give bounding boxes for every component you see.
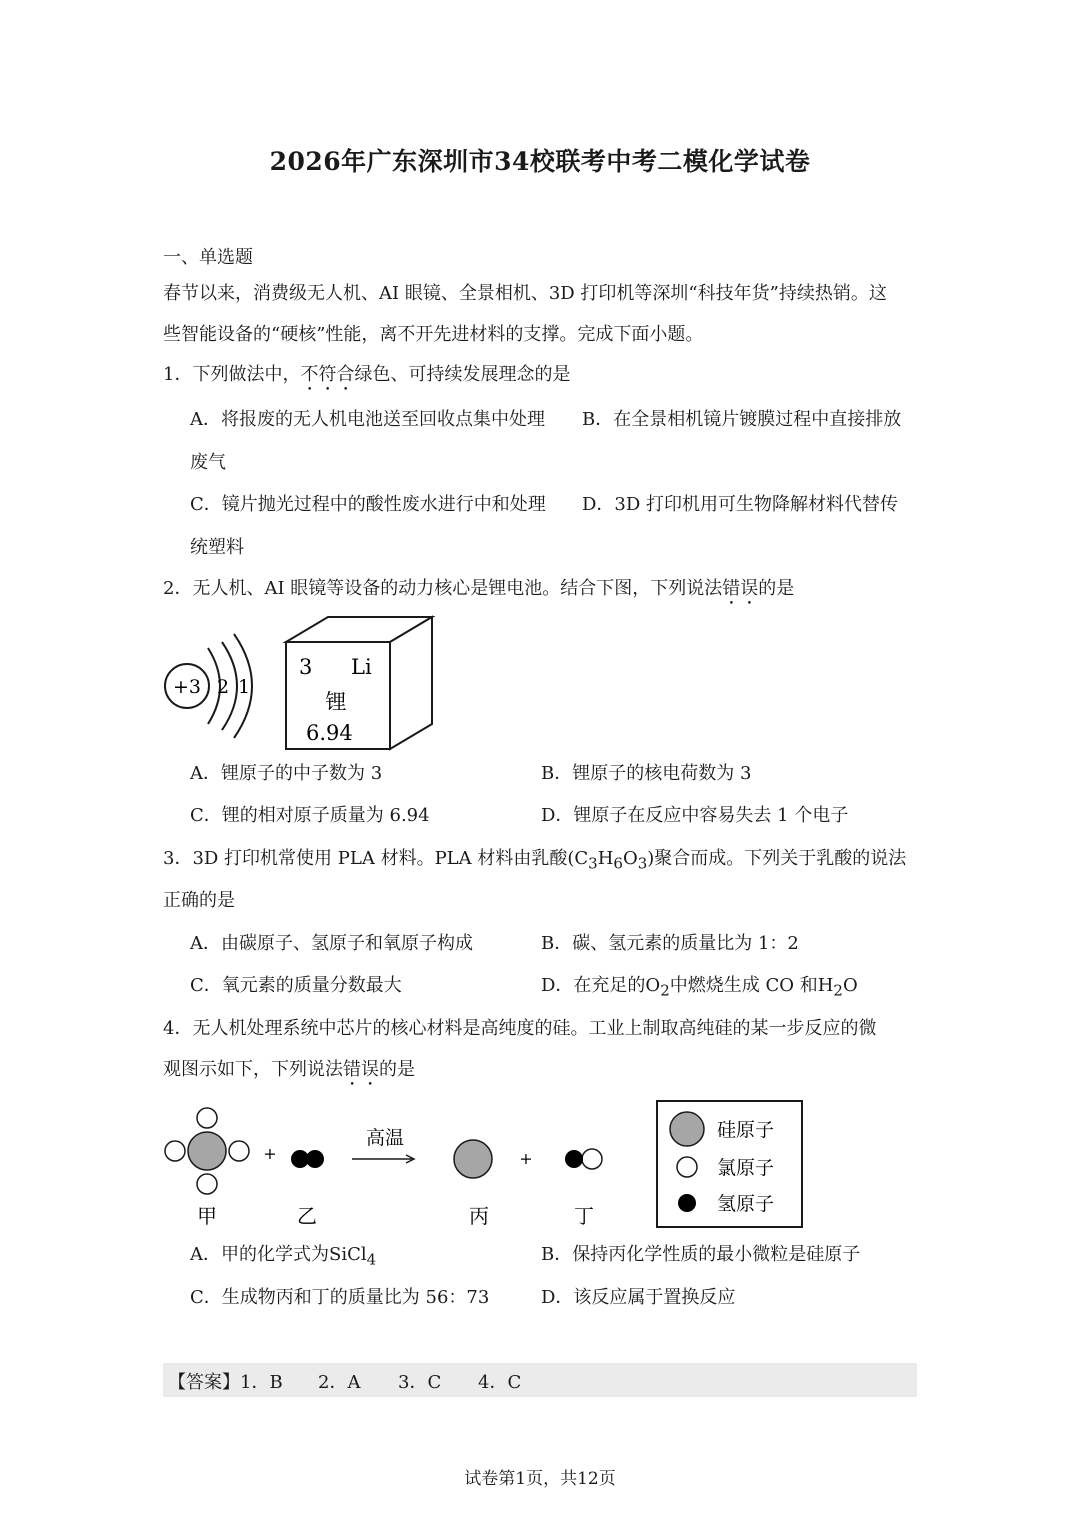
molecule-yi [291,1150,324,1168]
page-footer: 试卷第1页，共12页 [464,1469,616,1489]
q4-option-b: B．保持丙化学性质的最小微粒是硅原子 [541,1244,861,1265]
legend-chlorine-label: 氯原子 [717,1157,775,1179]
question-4-stem: 4．无人机处理系统中芯片的核心材料是高纯度的硅。工业上制取高纯硅的某一步反应的微 [163,1018,877,1039]
plus-sign: + [263,1144,277,1163]
nucleus-charge: +3 [172,676,202,698]
element-name: 锂 [325,690,347,714]
molecule-ding [565,1149,602,1169]
legend-chlorine-icon [677,1157,697,1177]
chlorine-atom [582,1149,602,1169]
q1-option-a: A．将报废的无人机电池送至回收点集中处理 [190,409,545,430]
answer-item: 1．B [240,1372,283,1393]
q1-option-c: C．镜片抛光过程中的酸性废水进行中和处理 [190,494,546,515]
molecule-jia [165,1108,249,1194]
section-heading: 一、单选题 [163,247,253,268]
shell-1-electrons: 2 [216,676,230,698]
label-jia: 甲 [197,1204,217,1228]
q4-stem-post: 的是 [379,1059,415,1080]
question-4-stem-line-2 [163,1058,415,1090]
legend-hydrogen-label: 氢原子 [717,1193,775,1215]
q3-d-post: O [842,975,858,996]
q3-formula-o: O [622,848,638,869]
shell-2-electrons: 1 [237,676,251,698]
answer-item: 2．A [318,1372,361,1393]
q1-stem-post: 绿色、可持续发展理念的是 [354,364,571,385]
q4-option-d: D．该反应属于置换反应 [541,1287,736,1308]
q3-formula-h: H [597,848,614,869]
q2-option-a: A．锂原子的中子数为 3 [190,763,383,784]
question-3-stem-line-2: 正确的是 [163,890,235,911]
q1-stem-emphasis: 不符合 [300,364,355,385]
q3-d-pre: D．在充足的O [541,975,661,996]
q1-option-d: D．3D 打印机用可生物降解材料代替传 [582,494,899,515]
q4-stem-emphasis: 错误 [343,1059,379,1080]
intro-line-1: 春节以来，消费级无人机、AI 眼镜、全景相机、3D 打印机等深圳“科技年货”持续热销。这 [163,283,887,304]
answer-label: 【答案】 [168,1372,240,1393]
q2-option-d: D．锂原子在反应中容易失去 1 个电子 [541,805,849,826]
q2-stem-post: 的是 [758,578,795,599]
q1-stem-pre: 1．下列做法中， [163,364,301,385]
label-ding: 丁 [574,1204,594,1228]
q2-stem-emphasis: 错误 [722,578,759,599]
intro-line-2: 些智能设备的“硬核”性能，离不开先进材料的支撑。完成下面小题。 [163,324,704,345]
q3-formula-sub-c: 3 [588,854,598,873]
label-yi: 乙 [297,1204,317,1228]
label-bing: 丙 [469,1204,489,1228]
atomic-mass: 6.94 [306,721,353,745]
q3-option-d [541,974,858,1003]
atomic-number: 3 [299,655,313,679]
legend-silicon-icon [670,1112,704,1146]
q2-option-b: B．锂原子的核电荷数为 3 [541,763,752,784]
lithium-figure [160,612,450,752]
answer-item: 3．C [398,1372,442,1393]
q3-d-sub-2: 2 [833,981,843,1000]
q3-stem-post: )聚合而成。下列关于乳酸的说法 [647,848,907,869]
legend-silicon-label: 硅原子 [717,1119,775,1141]
chlorine-atom [165,1141,185,1161]
molecule-bing-silicon [454,1140,492,1178]
reaction-diagram [160,1095,810,1235]
q3-option-b: B．碳、氢元素的质量比为 1：2 [541,933,799,954]
chlorine-atom [229,1141,249,1161]
diagram-legend [657,1101,802,1227]
periodic-table-cell [286,617,432,749]
q3-d-sub-1: 2 [660,981,670,1000]
question-1-stem [163,363,570,395]
q3-formula-sub-o: 3 [637,854,648,873]
plus-sign: + [519,1149,533,1168]
question-2-stem [163,577,794,609]
lithium-atom-structure [165,634,252,738]
q3-option-c: C．氧元素的质量分数最大 [190,975,402,996]
q3-option-a: A．由碳原子、氢原子和氧原子构成 [190,933,473,954]
q1-option-b: B．在全景相机镜片镀膜过程中直接排放 [582,409,902,430]
q1-option-d-cont: 统塑料 [190,537,244,558]
legend-hydrogen-icon [678,1194,696,1212]
page-title: 2026年广东深圳市34校联考中考二模化学试卷 [269,147,811,176]
q2-option-c: C．锂的相对原子质量为 6.94 [190,805,430,826]
q3-stem-pre: 3．3D 打印机常使用 PLA 材料。PLA 材料由乳酸(C [163,848,589,869]
hydrogen-atom [306,1150,324,1168]
q4-a-pre: A．甲的化学式为SiCl [190,1244,367,1265]
hydrogen-atom [565,1150,583,1168]
chlorine-atom [197,1108,217,1128]
chlorine-atom [197,1174,217,1194]
q4-option-c: C．生成物丙和丁的质量比为 56：73 [190,1287,490,1308]
question-3-stem [163,847,906,876]
q4-stem-pre: 观图示如下，下列说法 [163,1059,343,1080]
q4-option-a [190,1243,376,1272]
element-symbol: Li [351,655,372,679]
q4-a-sub: 4 [366,1250,377,1269]
q3-d-mid: 中燃烧生成 CO 和H [669,975,834,996]
silicon-atom [188,1132,226,1170]
reaction-condition: 高温 [365,1127,405,1149]
q3-formula-sub-h: 6 [613,854,623,873]
answer-item: 4．C [478,1372,522,1393]
q1-option-b-cont: 废气 [190,452,226,473]
q2-stem-pre: 2．无人机、AI 眼镜等设备的动力核心是锂电池。结合下图，下列说法 [163,578,723,599]
